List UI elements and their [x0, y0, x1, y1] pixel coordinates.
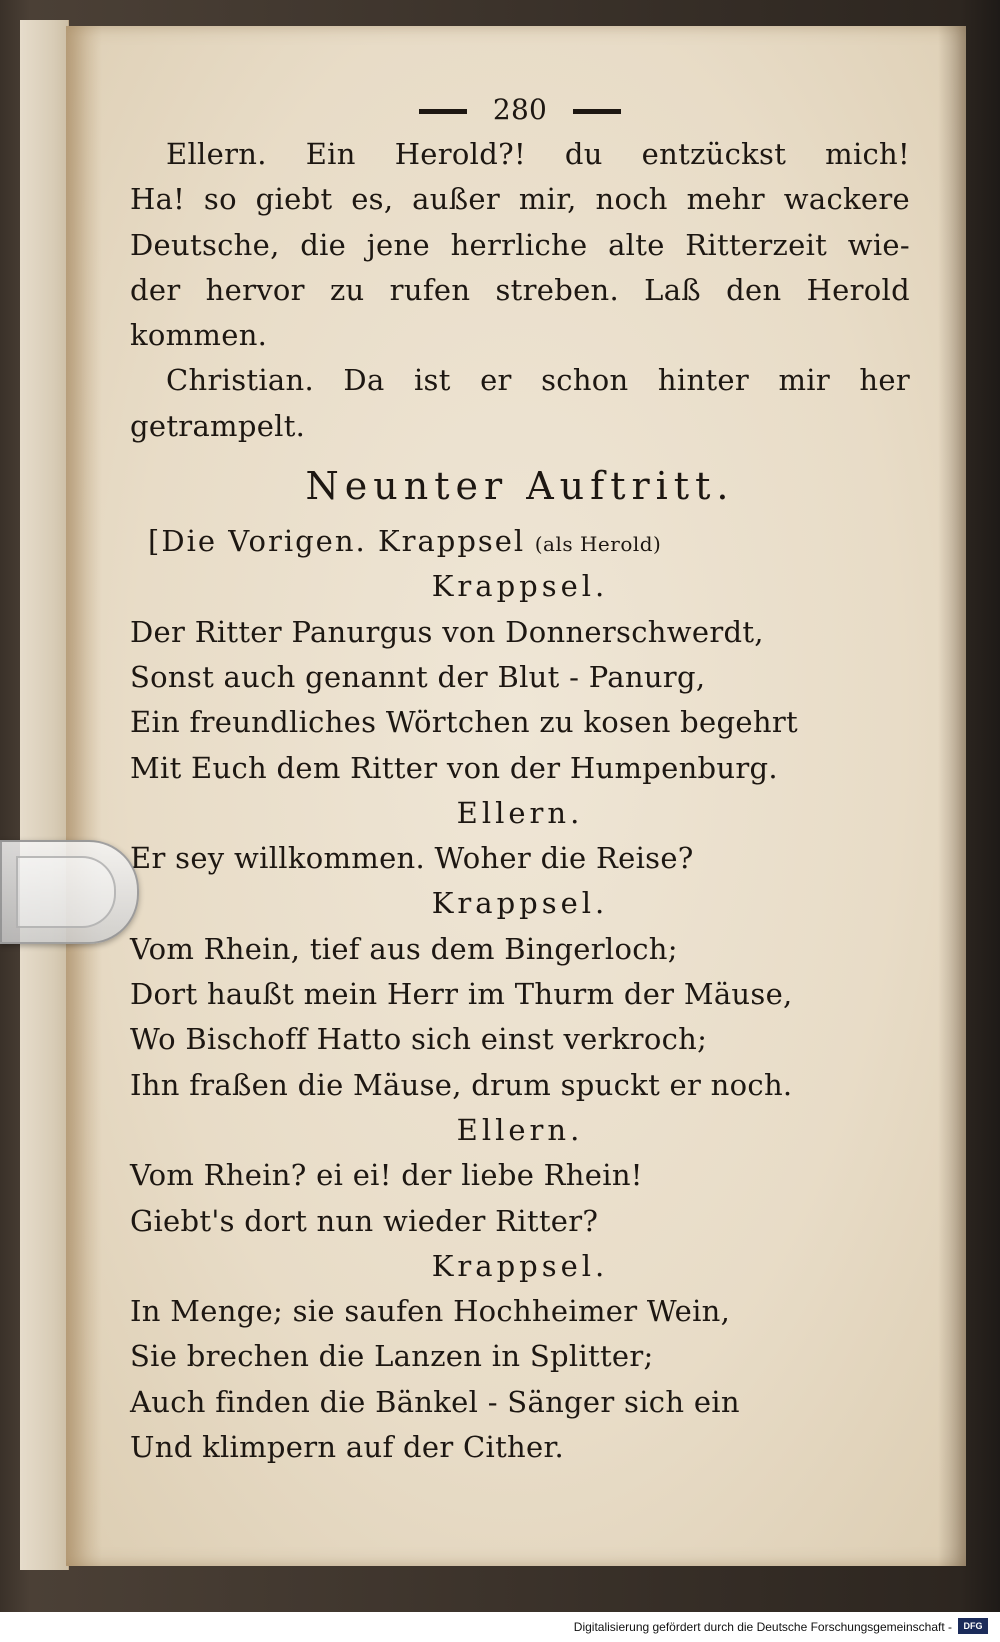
text-line: Deutsche, die jene herrliche alte Ritterzeit wie-	[130, 227, 910, 262]
page-clip-inner	[16, 856, 116, 928]
verse-line: Sonst auch genannt der Blut - Panurg,	[130, 659, 706, 694]
verse-line: Und klimpern auf der Cither.	[130, 1430, 564, 1465]
footer-bar	[0, 1612, 1000, 1642]
verse-line: Sie brechen die Lanzen in Splitter;	[130, 1339, 654, 1374]
verse-line: Der Ritter Panurgus von Donnerschwerdt,	[130, 614, 764, 649]
verse-line: Dort haußt mein Herr im Thurm der Mäuse,	[130, 977, 793, 1012]
page-number: 280	[492, 93, 548, 126]
text-line: kommen.	[130, 318, 268, 353]
verse-line: Vom Rhein? ei ei! der liebe Rhein!	[130, 1158, 643, 1193]
page-fold-shadow	[66, 26, 102, 1566]
prose-block	[130, 132, 910, 449]
text-line: Ellern. Ein Herold?! du entzückst mich!	[166, 137, 910, 171]
verse-line: Ellern.	[456, 795, 584, 830]
page-text	[130, 90, 910, 1470]
stage-direction-main: [Die Vorigen. Krappsel	[148, 524, 526, 559]
verse-line: Auch finden die Bänkel - Sänger sich ein	[130, 1384, 740, 1419]
dfg-logo: DFG	[958, 1618, 988, 1634]
verse-line: In Menge; sie saufen Hochheimer Wein,	[130, 1294, 731, 1329]
page-number-dash-left	[419, 109, 467, 114]
verse-line: Er sey willkommen. Woher die Reise?	[130, 841, 694, 876]
verse-line: Krappsel.	[431, 569, 609, 604]
verse-line: Vom Rhein, tief aus dem Bingerloch;	[130, 931, 678, 966]
page-clip	[0, 840, 139, 944]
verse-line: Krappsel.	[431, 1248, 609, 1283]
verse-line: Ein freundliches Wörtchen zu kosen begehrt	[130, 705, 798, 740]
verse-line: Krappsel.	[431, 886, 609, 921]
verse-line: Ellern.	[456, 1112, 584, 1147]
text-line: getrampelt.	[130, 408, 306, 443]
scene-heading: Neunter Auftritt.	[305, 464, 735, 509]
page-number-dash-right	[573, 109, 621, 114]
verse-line: Ihn fraßen die Mäuse, drum spuckt er noch.	[130, 1067, 793, 1102]
stage-direction-note: (als Herold)	[534, 532, 662, 557]
verse-line: Wo Bischoff Hatto sich einst verkroch;	[130, 1022, 708, 1057]
text-line: Ha! so giebt es, außer mir, noch mehr wackere	[130, 182, 910, 217]
text-line: der hervor zu rufen streben. Laß den Herold	[130, 272, 910, 307]
footer-credit: Digitalisierung gefördert durch die Deutsche Forschungsgemeinschaft -	[573, 1620, 952, 1634]
gutter-shadow	[938, 26, 966, 1566]
dialogue-block	[130, 564, 910, 1470]
verse-line: Giebt's dort nun wieder Ritter?	[130, 1203, 599, 1238]
stage-direction	[130, 519, 910, 564]
verse-line: Mit Euch dem Ritter von der Humpenburg.	[130, 750, 778, 785]
page-number-line	[130, 90, 910, 130]
page-stack-edge	[20, 20, 69, 1570]
text-line: Christian. Da ist er schon hinter mir her	[166, 363, 910, 398]
